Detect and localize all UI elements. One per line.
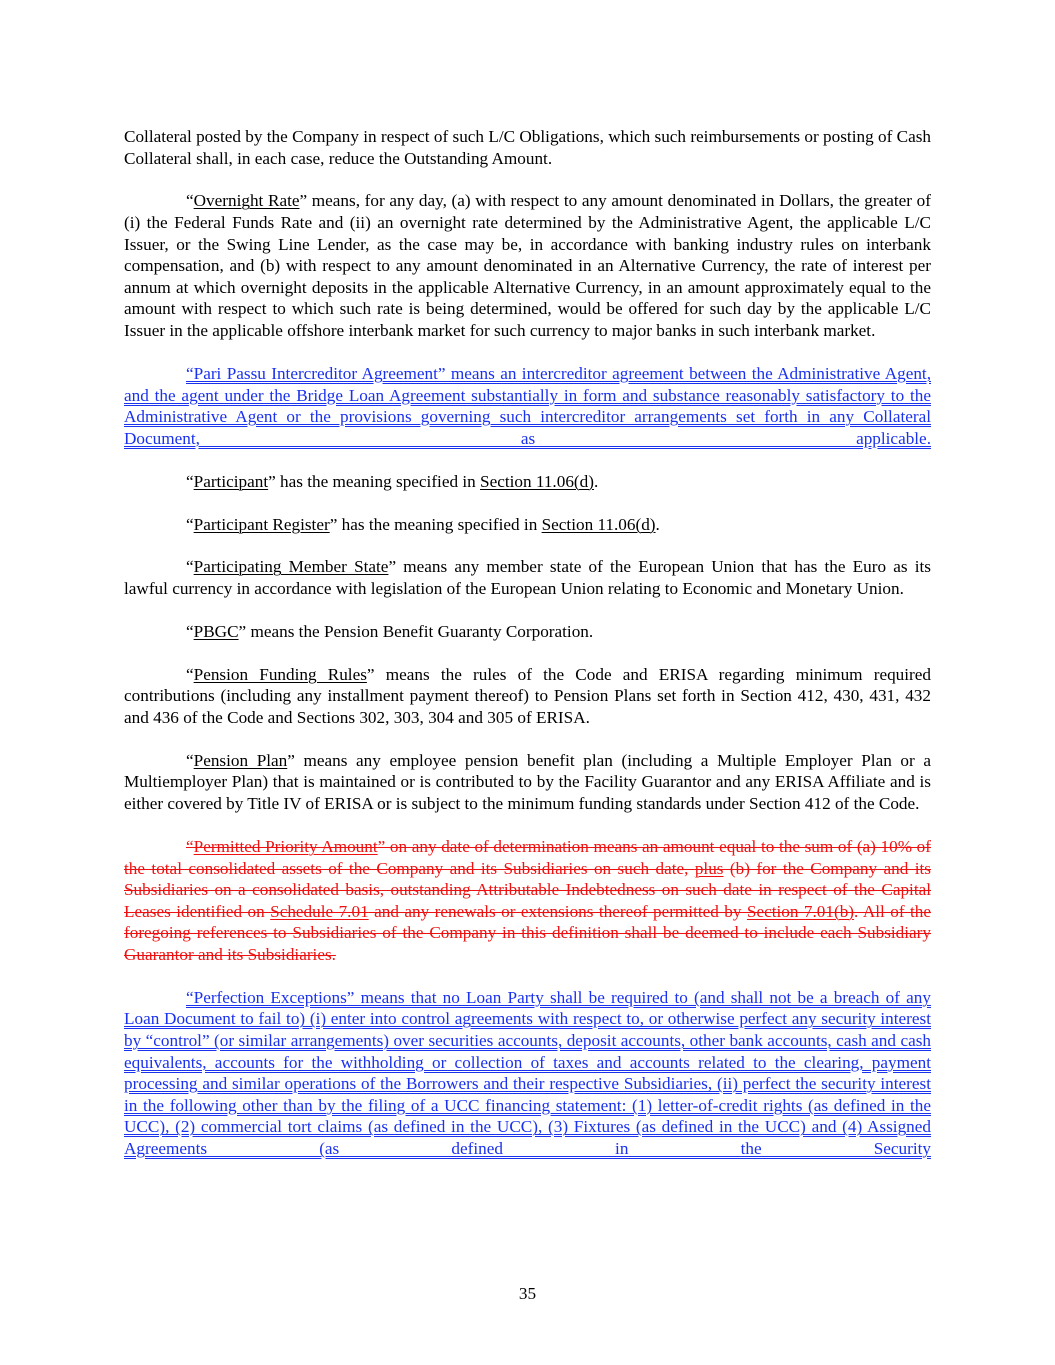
open-quote: “: [186, 191, 194, 211]
definition-body: ” means, for any day, (a) with respect to any amount denominated in Dollars, the greater of (i) the Federal Funds Rate and (ii) an overnight rate determined by the Administrative Agent, the applicable L/C Issuer, or the Swing Line Lender, as the case may be, in accordance with banking industry rules on interbank compensation, and (b) with respect to any amount denominated in an Alternative Currency, the rate of interest per annum at which overnight deposits in the applicable Alternative Currency, in an amount approximately equal to the amount with respect to which such rate is being determined, would be offered for such day by the applicable L/C Issuer in the applicable offshore interbank market for such currency to major banks in such interbank market.: [124, 191, 932, 341]
definition-permitted-priority-amount-deletion: [124, 836, 931, 966]
definition-pari-passu-insertion: [124, 363, 931, 449]
definition-body: ” means the rules of the Code and ERISA regarding minimum required contributions (including any installment payment thereof) to Pension Plans set forth in Section 412, 430, 431, 432 and 436 of the Code and Sections 302, 303, 304 and 305 of ERISA.: [124, 664, 931, 727]
open-quote: “: [186, 557, 194, 577]
page-number: 35: [518, 1284, 537, 1303]
defined-term: Overnight Rate: [193, 191, 300, 211]
open-quote: “: [186, 836, 194, 856]
open-quote: “: [186, 664, 194, 684]
deleted-text: ” on any date of determination means an amount equal to the sum of (a) 10% of the total consolidated assets of the Company and its Subsidiaries on such date,: [124, 836, 931, 878]
deleted-section-reference: Section 7.01(b): [746, 901, 855, 921]
open-quote: “: [186, 471, 194, 491]
definition-body: ” means any member state of the European Union that has the Euro as its lawful currency in accordance with legislation of the European Union relating to Economic and Monetary Union.: [124, 557, 931, 598]
continuation-text: Collateral posted by the Company in respect of such L/C Obligations, which such reimbursements or posting of Cash Collateral shall, in each case, reduce the Outstanding Amount.: [124, 127, 931, 168]
open-quote: “: [186, 621, 194, 641]
definition-body: ” means any employee pension benefit plan (including a Multiple Employer Plan or a Multiemployer Plan) that is maintained or is contributed to by the Facility Guarantor and any ERISA Affiliate and is either covered by Title IV of ERISA or is subject to the minimum funding standards under Section 412 of the Code.: [124, 750, 931, 814]
defined-term: Participant Register: [193, 514, 330, 534]
defined-term: Pension Plan: [193, 750, 288, 770]
definition-participating-member-state: [124, 556, 931, 599]
definition-body: ” has the meaning specified in: [329, 514, 542, 534]
deleted-plus: plus: [694, 858, 724, 878]
definition-perfection-exceptions-insertion: [124, 987, 931, 1160]
inserted-text: “Pari Passu Intercreditor Agreement” means an intercreditor agreement between the Administrative Agent, and the agent under the Bridge Loan Agreement substantially in form and substance reasonably satisfactory to the Administrative Agent or the provisions governing such intercreditor arrangements set forth in any Collateral Document, as applicable.: [124, 363, 931, 448]
defined-term: Participating Member State: [193, 557, 389, 577]
document-page: [124, 126, 931, 1181]
defined-term: Pension Funding Rules: [193, 664, 367, 684]
deleted-schedule-reference: Schedule 7.01: [270, 901, 369, 921]
deleted-text: and any renewals or extensions thereof permitted by: [368, 901, 747, 921]
definition-body: ” means the Pension Benefit Guaranty Corporation.: [238, 621, 594, 641]
open-quote: “: [186, 514, 194, 534]
definition-pension-plan: [124, 750, 931, 815]
deleted-defined-term: Permitted Priority Amount: [193, 836, 378, 856]
end-punctuation: .: [655, 514, 660, 534]
continuation-paragraph: [124, 126, 931, 169]
inserted-text: “Perfection Exceptions” means that no Loan Party shall be required to (and shall not be a breach of any Loan Document to fail to) (i) enter into control agreements with respect to, or otherwise perfect any security interest by “control” (or similar arrangements) over securities accounts, deposit accounts, other bank accounts, cash and cash equivalents, accounts for the withholding or collection of taxes and accounts related to the clearing, payment processing and similar operations of the Borrowers and their respective Subsidiaries, (ii) perfect the security interest in the following other than by the filing of a UCC financing statement: (1) letter-of-credit rights (as defined in the UCC), (2) commercial tort claims (as defined in the UCC), (3) Fixtures (as defined in the UCC) and (4) Assigned Agreements (as defined in the Security: [124, 987, 931, 1158]
end-punctuation: .: [593, 471, 599, 491]
deleted-text: . All of the foregoing references to Subsidiaries of the Company in this definition shall be deemed to include each Subsidiary Guarantor and its Subsidiaries.: [124, 901, 931, 964]
definition-participant-register: [124, 514, 931, 536]
deleted-text: (b) for the Company and its Subsidiaries on a consolidated basis, outstanding Attributable Indebtedness on such date in respect of the Capital Leases identified on: [124, 858, 931, 921]
definition-pension-funding-rules: [124, 664, 931, 729]
definition-body: ” has the meaning specified in: [268, 471, 481, 491]
definition-participant: [124, 471, 931, 493]
open-quote: “: [186, 750, 194, 770]
defined-term: PBGC: [193, 621, 239, 641]
definition-overnight-rate: [124, 190, 931, 341]
definition-pbgc: [124, 621, 931, 643]
defined-term: Participant: [193, 471, 269, 491]
section-reference: Section 11.06(d): [480, 471, 594, 491]
section-reference: Section 11.06(d): [541, 514, 656, 534]
